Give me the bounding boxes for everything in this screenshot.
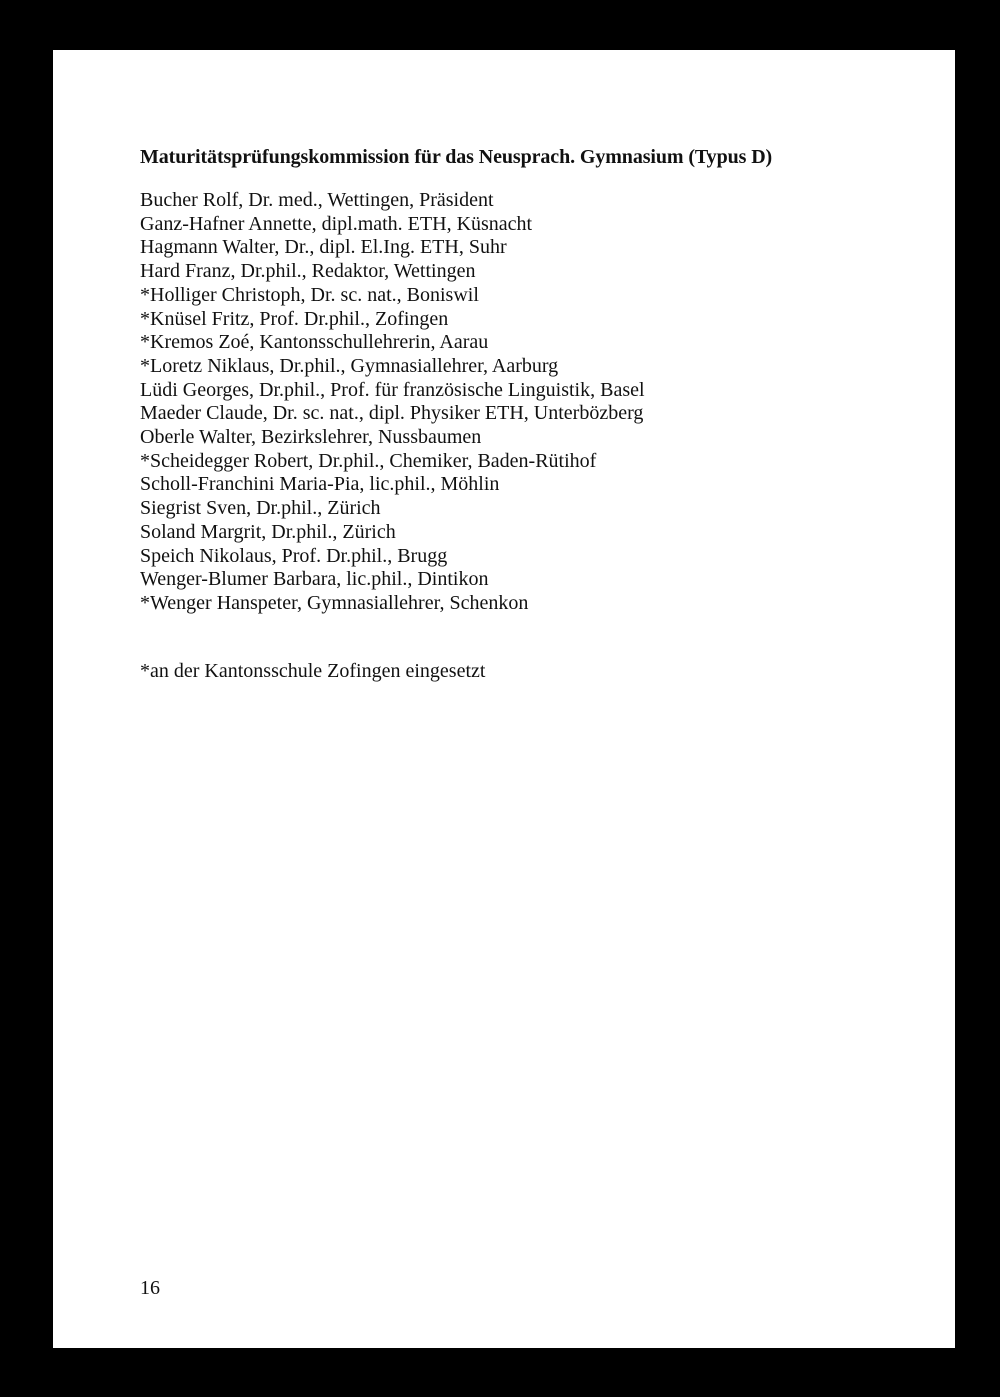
member-entry: Soland Margrit, Dr.phil., Zürich (140, 520, 396, 543)
member-entry: *Knüsel Fritz, Prof. Dr.phil., Zofingen (140, 307, 449, 330)
member-entry: *Scheidegger Robert, Dr.phil., Chemiker, Baden-Rütihof (140, 449, 597, 472)
member-entry: Bucher Rolf, Dr. med., Wettingen, Präsident (140, 189, 494, 211)
member-entry: *Holliger Christoph, Dr. sc. nat., Boniswil (140, 283, 479, 306)
member-entry: *Kremos Zoé, Kantonsschullehrerin, Aarau (140, 331, 489, 354)
member-entry: Scholl-Franchini Maria-Pia, lic.phil., Möhlin (140, 473, 500, 496)
footnote: *an der Kantonsschule Zofingen eingesetzt (140, 660, 486, 682)
member-entry: Speich Nikolaus, Prof. Dr.phil., Brugg (140, 544, 448, 567)
page-number: 16 (140, 1277, 160, 1299)
member-entry: Hard Franz, Dr.phil., Redaktor, Wettingen (140, 260, 476, 283)
commission-heading: Maturitätsprüfungskommission für das Neusprach. Gymnasium (Typus D) (140, 146, 773, 168)
member-entry: Lüdi Georges, Dr.phil., Prof. für französische Linguistik, Basel (140, 378, 645, 401)
member-entry: Siegrist Sven, Dr.phil., Zürich (140, 497, 381, 520)
member-entry: Wenger-Blumer Barbara, lic.phil., Dintikon (140, 568, 489, 591)
member-entry: *Wenger Hanspeter, Gymnasiallehrer, Schenkon (140, 591, 529, 614)
member-entry: Maeder Claude, Dr. sc. nat., dipl. Physiker ETH, Unterbözberg (140, 402, 644, 425)
member-list (140, 189, 645, 616)
member-entry: Oberle Walter, Bezirkslehrer, Nussbaumen (140, 426, 482, 449)
member-entry: Ganz-Hafner Annette, dipl.math. ETH, Küsnacht (140, 212, 533, 235)
document-page (53, 50, 955, 1348)
member-entry: *Loretz Niklaus, Dr.phil., Gymnasiallehrer, Aarburg (140, 354, 559, 377)
member-entry: Hagmann Walter, Dr., dipl. El.Ing. ETH, Suhr (140, 236, 507, 259)
